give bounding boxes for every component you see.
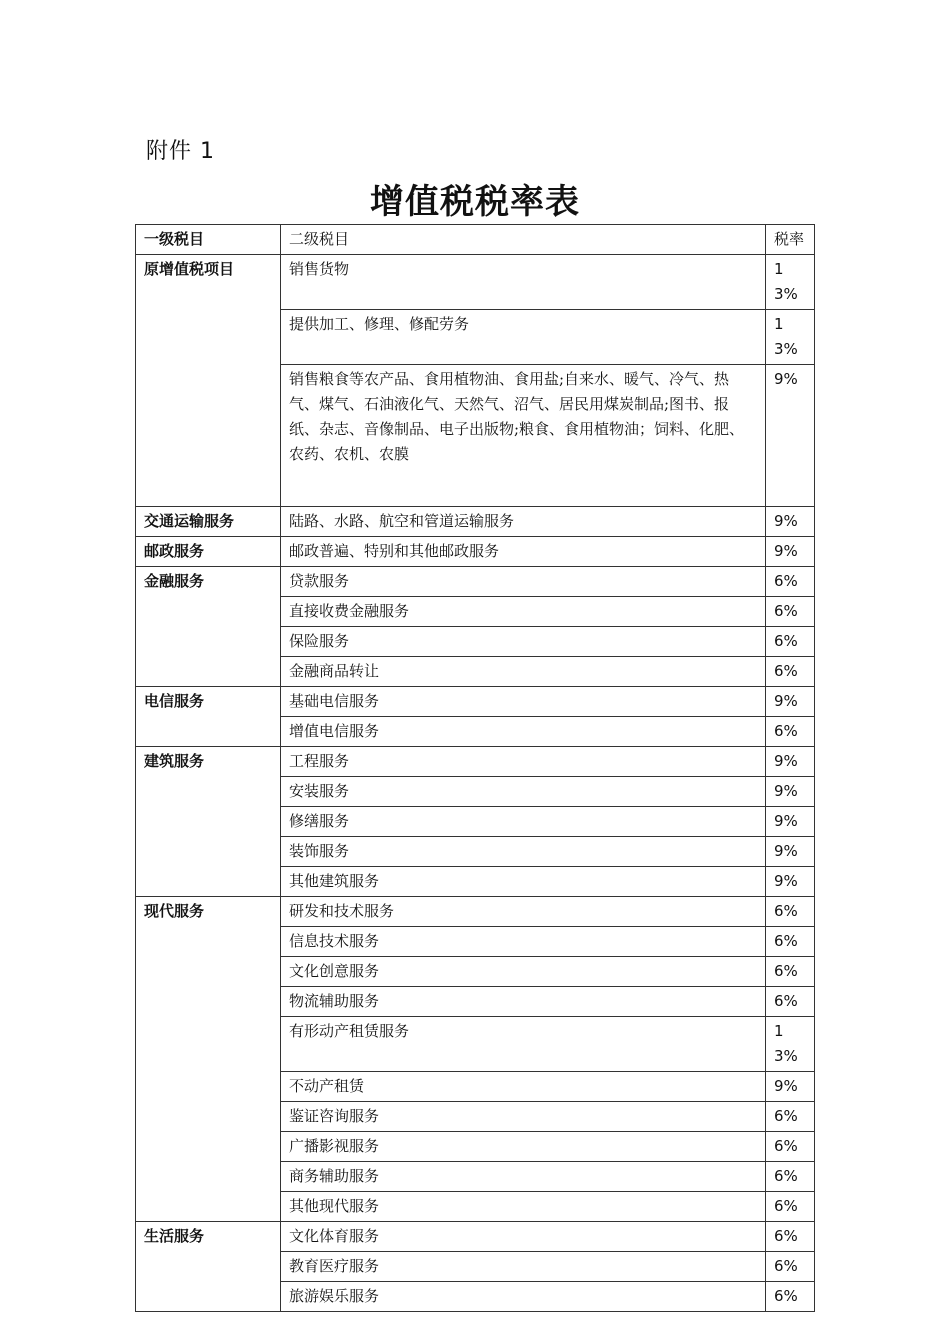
- header-level2: 二级税目: [281, 225, 766, 255]
- rate-cell: 6%: [766, 987, 815, 1017]
- rate-cell: 6%: [766, 1222, 815, 1252]
- level1-category-cell: 现代服务: [136, 897, 281, 1222]
- level1-category-cell: 原增值税项目: [136, 255, 281, 507]
- rate-cell: 6%: [766, 627, 815, 657]
- level2-item-cell: 商务辅助服务: [281, 1162, 766, 1192]
- tax-rate-table: [135, 224, 815, 1312]
- level2-item-cell: 销售粮食等农产品、食用植物油、食用盐;自来水、暖气、冷气、热气、煤气、石油液化气、天然气、沼气、居民用煤炭制品;图书、报纸、杂志、音像制品、电子出版物;粮食、食用植物油；饲料、化肥、农药、农机、农膜: [281, 365, 766, 507]
- rate-cell: 9%: [766, 365, 815, 507]
- rate-cell: 6%: [766, 597, 815, 627]
- level2-item-cell: 金融商品转让: [281, 657, 766, 687]
- table-row: [136, 687, 815, 717]
- level2-item-cell: 增值电信服务: [281, 717, 766, 747]
- table-header-row: [136, 225, 815, 255]
- level2-item-cell: 修缮服务: [281, 807, 766, 837]
- level2-item-cell: 销售货物: [281, 255, 766, 310]
- header-level1: 一级税目: [136, 225, 281, 255]
- level2-item-cell: 文化创意服务: [281, 957, 766, 987]
- level2-item-cell: 装饰服务: [281, 837, 766, 867]
- table-row: [136, 507, 815, 537]
- header-rate: 税率: [766, 225, 815, 255]
- rate-cell: 9%: [766, 1072, 815, 1102]
- level1-category-cell: 生活服务: [136, 1222, 281, 1312]
- level2-item-cell: 广播影视服务: [281, 1132, 766, 1162]
- table-row: [136, 537, 815, 567]
- rate-cell: 9%: [766, 537, 815, 567]
- rate-cell: 13%: [766, 255, 815, 310]
- level2-item-cell: 安装服务: [281, 777, 766, 807]
- rate-cell: 13%: [766, 1017, 815, 1072]
- attachment-label: 附件 1: [146, 139, 215, 164]
- level2-item-cell: 旅游娱乐服务: [281, 1282, 766, 1312]
- table-row: [136, 1222, 815, 1252]
- rate-cell: 6%: [766, 957, 815, 987]
- rate-cell: 6%: [766, 1132, 815, 1162]
- level2-item-cell: 工程服务: [281, 747, 766, 777]
- level1-category-cell: 电信服务: [136, 687, 281, 747]
- rate-cell: 6%: [766, 897, 815, 927]
- table-row: [136, 567, 815, 597]
- rate-cell: 6%: [766, 1102, 815, 1132]
- level2-item-cell: 有形动产租赁服务: [281, 1017, 766, 1072]
- level2-item-cell: 鉴证咨询服务: [281, 1102, 766, 1132]
- rate-cell: 6%: [766, 717, 815, 747]
- level1-category-cell: 交通运输服务: [136, 507, 281, 537]
- level2-item-cell: 其他建筑服务: [281, 867, 766, 897]
- level2-item-cell: 直接收费金融服务: [281, 597, 766, 627]
- rate-cell: 6%: [766, 1162, 815, 1192]
- level2-item-cell: 物流辅助服务: [281, 987, 766, 1017]
- level2-item-cell: 不动产租赁: [281, 1072, 766, 1102]
- rate-cell: 9%: [766, 507, 815, 537]
- rate-cell: 9%: [766, 747, 815, 777]
- level2-item-cell: 贷款服务: [281, 567, 766, 597]
- level2-item-cell: 文化体育服务: [281, 1222, 766, 1252]
- level1-category-cell: 邮政服务: [136, 537, 281, 567]
- rate-cell: 6%: [766, 1282, 815, 1312]
- level2-item-cell: 邮政普遍、特别和其他邮政服务: [281, 537, 766, 567]
- rate-cell: 13%: [766, 310, 815, 365]
- rate-cell: 6%: [766, 567, 815, 597]
- rate-cell: 9%: [766, 807, 815, 837]
- level1-category-cell: 建筑服务: [136, 747, 281, 897]
- level2-item-cell: 其他现代服务: [281, 1192, 766, 1222]
- table-row: [136, 897, 815, 927]
- rate-cell: 6%: [766, 1192, 815, 1222]
- level1-category-cell: 金融服务: [136, 567, 281, 687]
- rate-cell: 9%: [766, 687, 815, 717]
- rate-cell: 9%: [766, 867, 815, 897]
- level2-item-cell: 研发和技术服务: [281, 897, 766, 927]
- level2-item-cell: 教育医疗服务: [281, 1252, 766, 1282]
- tax-rate-table-body: [136, 225, 815, 1312]
- rate-cell: 6%: [766, 927, 815, 957]
- rate-cell: 6%: [766, 1252, 815, 1282]
- level2-item-cell: 基础电信服务: [281, 687, 766, 717]
- rate-cell: 9%: [766, 777, 815, 807]
- level2-item-cell: 陆路、水路、航空和管道运输服务: [281, 507, 766, 537]
- level2-item-cell: 保险服务: [281, 627, 766, 657]
- rate-cell: 6%: [766, 657, 815, 687]
- level2-item-cell: 信息技术服务: [281, 927, 766, 957]
- table-row: [136, 255, 815, 310]
- rate-cell: 9%: [766, 837, 815, 867]
- page-title: 增值税税率表: [370, 182, 580, 222]
- table-row: [136, 747, 815, 777]
- level2-item-cell: 提供加工、修理、修配劳务: [281, 310, 766, 365]
